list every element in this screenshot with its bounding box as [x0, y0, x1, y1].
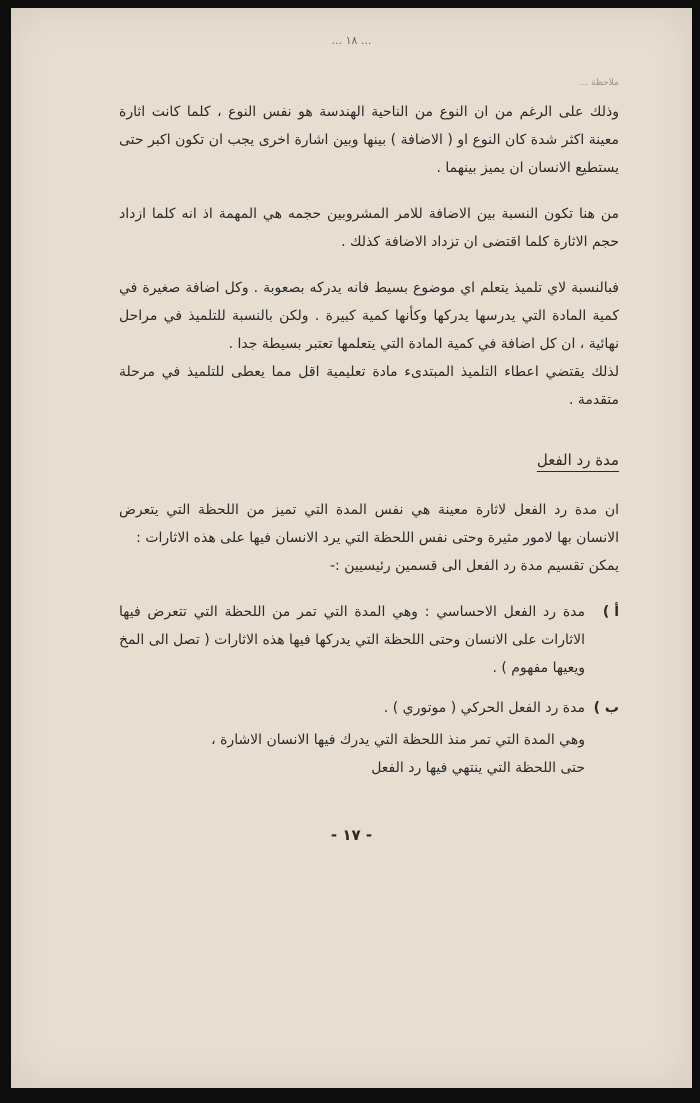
document-page: [11, 8, 692, 1088]
section-heading: مدة رد الفعل: [536, 451, 619, 469]
closing-line: حتى اللحظة التي ينتهي فيها رد الفعل: [371, 760, 585, 776]
page-number: - ١٧ -: [330, 826, 373, 844]
section-paragraph: يمكن تقسيم مدة رد الفعل الى قسمين رئيسيين :-: [330, 558, 619, 574]
closing-line: وهي المدة التي تمر منذ اللحظة التي يدرك فيها الانسان الاشارة ،: [211, 732, 585, 748]
document-body: [119, 76, 619, 782]
section-heading-row: [119, 432, 619, 496]
list-item-marker: ب ): [593, 700, 619, 716]
paragraph: وذلك على الرغم من ان النوع من الناحية الهندسة هو نفس النوع ، كلما كانت اثارة معينة اكثر شدة كان النوع او ( الاضافة ) بينها وبين اشارة اخرى يجب ان تكون اكبر حتى يستطيع الانسان ان يميز بينهما .: [119, 104, 619, 176]
list-item-text: مدة رد الفعل الحركي ( موتوري ) .: [383, 700, 585, 716]
list-item: [119, 598, 619, 682]
list-item: [119, 694, 619, 722]
paragraph: من هنا تكون النسبة بين الاضافة للامر المشروبين حجمه هي المهمة اذ انه كلما ازداد حجم الاثارة كلما اقتضى ان تزداد الاضافة كذلك .: [119, 206, 619, 250]
list-item-text: مدة رد الفعل الاحساسي : وهي المدة التي تمر من اللحظة التي تتعرض فيها الاثارات على الانسان وحتى اللحظة التي يدركها فيها هذه الاثارات ( تصل الى المخ ويعيها مفهوم ) .: [119, 604, 585, 676]
section-paragraph: ان مدة رد الفعل لاثارة معينة هي نفس المدة التي تميز من اللحظة التي يتعرض الانسان بها لامور مثيرة وحتى نفس اللحظة التي يرد الانسان فيها على هذه الاثارات :: [119, 502, 619, 546]
paragraph: لذلك يقتضي اعطاء التلميذ المبتدىء مادة تعليمية اقل مما يعطى للتلميذ في مرحلة متقدمة .: [119, 364, 619, 408]
list-item-marker: أ ): [602, 604, 619, 620]
paragraph: فبالنسبة لاي تلميذ يتعلم اي موضوع بسيط فانه يدركه بصعوبة . وكل اضافة صغيرة في كمية المادة التي يدرسها يدركها وكأنها كمية كبيرة . ولكن بالنسبة للتلميذ في مراحل نهائية ، ان كل اضافة في كمية المادة التي يتعلمها تعتبر بسيطة جدا .: [119, 280, 619, 352]
faint-header: ملاحظة ...: [579, 78, 619, 88]
top-mark: ... ١٨ ...: [331, 34, 372, 47]
